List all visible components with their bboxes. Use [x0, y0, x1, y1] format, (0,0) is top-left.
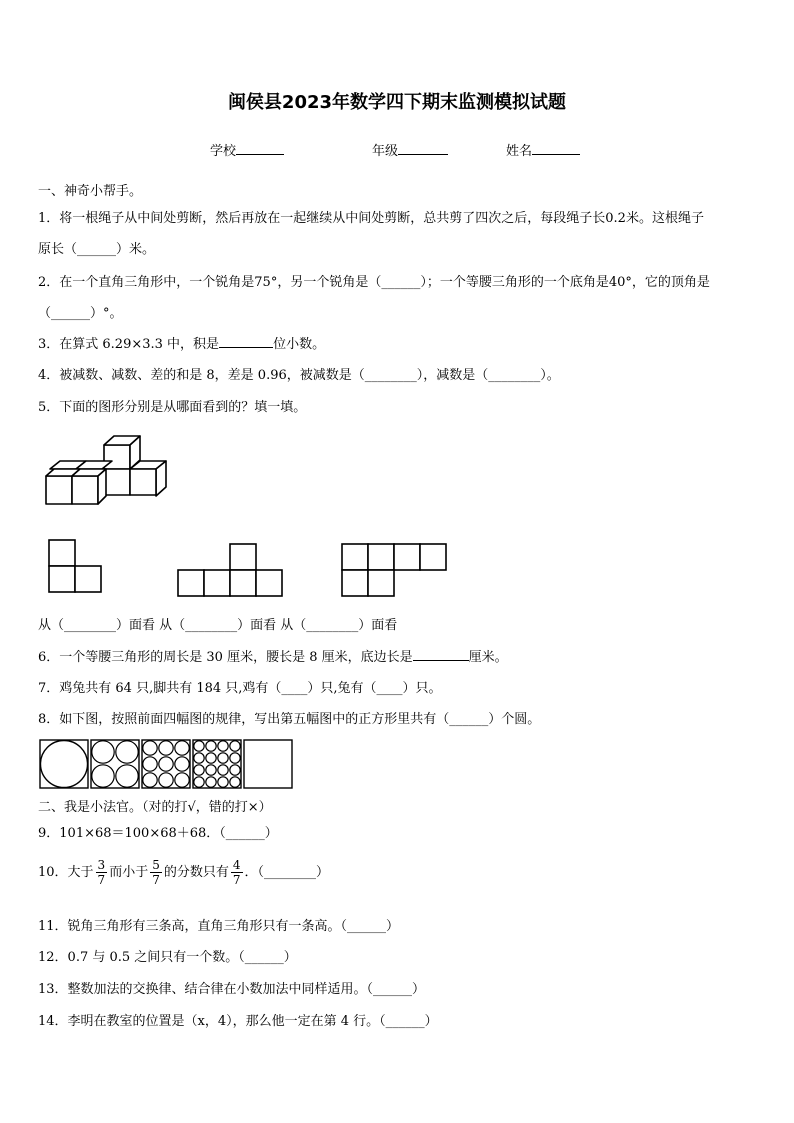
- pattern-circle: [194, 753, 204, 763]
- question-13: 13．整数加法的交换律、结合律在小数加法中同样适用。（______）: [38, 982, 426, 997]
- section-two-heading: 二、我是小法官。（对的打√，错的打×）: [38, 800, 272, 815]
- pattern-circle: [92, 741, 114, 763]
- grade-label: 年级: [372, 144, 399, 159]
- question-10-text-d: ．（________）: [244, 865, 330, 880]
- question-3-text-a: 3．在算式 6.29×3.3 中，积是: [38, 337, 220, 352]
- question-6-text-b: 厘米。: [468, 650, 508, 665]
- view-figure-1: [46, 537, 106, 595]
- school-field: [210, 140, 284, 159]
- question-11: 11．锐角三角形有三条高，直角三角形只有一条高。（______）: [38, 919, 400, 934]
- question-12: 12．0.7 与 0.5 之间只有一个数。（______）: [38, 950, 297, 965]
- page-title: 闽侯县2023年数学四下期末监测模拟试题: [227, 92, 567, 113]
- view-figure-2: [176, 541, 288, 599]
- question-9: 9．101×68＝100×68＋68．（______）: [38, 826, 278, 841]
- question-1-line-2: 原长（______）米。: [38, 242, 156, 257]
- section-one-heading: 一、神奇小帮手。: [38, 184, 143, 199]
- fraction-3-7: $\frac{3}{7}$: [97, 858, 106, 887]
- pattern-circle: [230, 753, 240, 763]
- question-1-line-1: 1．将一根绳子从中间处剪断，然后再放在一起继续从中间处剪断，总共剪了四次之后，每段绳子长0.2米。这根绳子: [38, 211, 704, 226]
- pattern-circle: [206, 765, 216, 775]
- pattern-circle: [230, 765, 240, 775]
- question-14: 14．李明在教室的位置是（x，4），那么他一定在第 4 行。（______）: [38, 1014, 438, 1029]
- grade-field: [372, 140, 448, 159]
- pattern-circle: [230, 777, 240, 787]
- pattern-circle: [194, 741, 204, 751]
- name-field: [506, 140, 580, 159]
- question-3: [38, 333, 325, 352]
- school-label: 学校: [210, 144, 237, 159]
- question-10: [38, 858, 329, 887]
- question-6: [38, 646, 508, 665]
- fraction-4-7: $\frac{4}{7}$: [232, 858, 241, 887]
- question-10-text-b: 而小于: [109, 865, 149, 880]
- pattern-circle: [175, 757, 189, 771]
- pattern-circle: [143, 757, 157, 771]
- pattern-circle: [194, 777, 204, 787]
- question-6-text-a: 6．一个等腰三角形的周长是 30 厘米，腰长是 8 厘米，底边长是: [38, 650, 413, 665]
- name-label: 姓名: [506, 144, 533, 159]
- pattern-circle: [194, 765, 204, 775]
- question-7: 7．鸡兔共有 64 只,脚共有 184 只,鸡有（____）只,兔有（____）只。: [38, 681, 442, 696]
- pattern-circle: [92, 765, 114, 787]
- pattern-circle: [116, 741, 138, 763]
- pattern-circle: [143, 773, 157, 787]
- question-2-line-2: （______）°。: [38, 306, 123, 321]
- question-2-line-1: 2．在一个直角三角形中，一个锐角是75°，另一个锐角是（______）；一个等腰三角形的一个底角是40°，它的顶角是: [38, 275, 710, 290]
- view-figure-3: [340, 541, 452, 599]
- pattern-circle: [218, 765, 228, 775]
- question-10-text-a: 10．大于: [38, 865, 94, 880]
- pattern-circle: [206, 741, 216, 751]
- pattern-circle: [159, 773, 173, 787]
- pattern-circle: [175, 773, 189, 787]
- pattern-circle: [206, 777, 216, 787]
- pattern-circle: [116, 765, 138, 787]
- question-5: 5．下面的图形分别是从哪面看到的？填一填。: [38, 400, 307, 415]
- question-3-text-b: 位小数。: [273, 337, 326, 352]
- pattern-circle: [143, 741, 157, 755]
- cube-figure: [40, 434, 170, 510]
- pattern-circle: [230, 741, 240, 751]
- pattern-circle: [206, 753, 216, 763]
- question-5-answers: 从（________）面看 从（________）面看 从（________）面看: [38, 618, 398, 633]
- fraction-5-7: $\frac{5}{7}$: [152, 858, 160, 887]
- pattern-circle: [175, 741, 189, 755]
- pattern-circle: [218, 741, 228, 751]
- pattern-circle: [218, 753, 228, 763]
- question-4: 4．被减数、减数、差的和是 8，差是 0.96，被减数是（________），减数是（________）。: [38, 368, 560, 383]
- pattern-circle: [218, 777, 228, 787]
- pattern-circle: [159, 757, 173, 771]
- question-8: 8．如下图，按照前面四幅图的规律，写出第五幅图中的正方形里共有（______）个圆。: [38, 712, 541, 727]
- question-10-text-c: 的分数只有: [163, 865, 229, 880]
- pattern-circle: [159, 741, 173, 755]
- circle-pattern-figure: [38, 738, 298, 790]
